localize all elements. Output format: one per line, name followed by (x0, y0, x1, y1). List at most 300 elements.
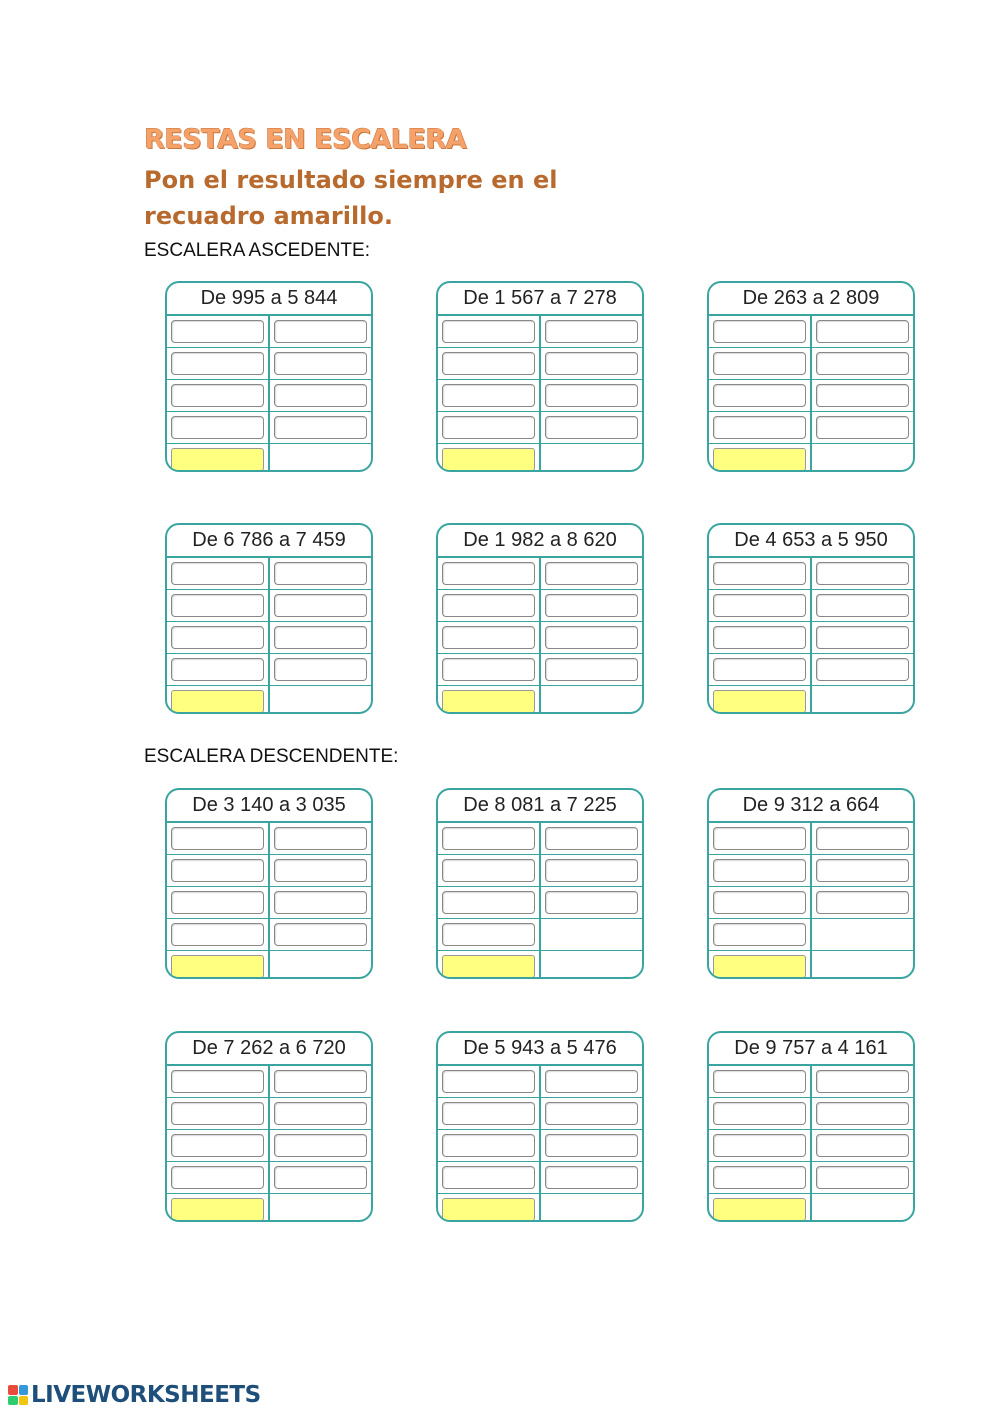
ladder-row (167, 590, 371, 622)
ladder-row (438, 444, 642, 472)
answer-input[interactable] (442, 923, 535, 946)
ladder-cell (167, 558, 268, 589)
answer-input[interactable] (274, 626, 367, 649)
answer-input[interactable] (713, 891, 806, 914)
ladder-row (438, 348, 642, 380)
answer-input[interactable] (713, 1102, 806, 1125)
ladder-row (167, 622, 371, 654)
answer-input[interactable] (442, 891, 535, 914)
ladder-row (167, 1162, 371, 1194)
ladder-row (438, 887, 642, 919)
result-input[interactable] (171, 955, 264, 978)
answer-input[interactable] (713, 416, 806, 439)
answer-input[interactable] (274, 320, 367, 343)
answer-input[interactable] (816, 827, 909, 850)
answer-input[interactable] (816, 352, 909, 375)
ladder-cell (709, 823, 810, 854)
ladder-row (438, 622, 642, 654)
answer-input[interactable] (713, 562, 806, 585)
ladder-card (165, 788, 373, 979)
ladder-row (167, 380, 371, 412)
result-input[interactable] (442, 690, 535, 713)
ladder-cell (539, 558, 642, 589)
ladder-row (709, 316, 913, 348)
answer-input[interactable] (713, 1134, 806, 1157)
result-input[interactable] (171, 1198, 264, 1221)
ladder-cell (539, 919, 642, 950)
answer-input[interactable] (274, 1166, 367, 1189)
ladder-cell (268, 412, 371, 443)
answer-input[interactable] (545, 562, 638, 585)
answer-input[interactable] (442, 416, 535, 439)
answer-input[interactable] (171, 416, 264, 439)
ladder-row (438, 412, 642, 444)
answer-input[interactable] (171, 352, 264, 375)
ladder-cell (167, 951, 268, 979)
answer-input[interactable] (274, 658, 367, 681)
ladder-row (438, 1162, 642, 1194)
ladder-card (707, 1031, 915, 1222)
ladder-cell (539, 444, 642, 472)
ladder-cell (810, 887, 913, 918)
answer-input[interactable] (816, 626, 909, 649)
ladder-cell (539, 1130, 642, 1161)
ladder-row (167, 654, 371, 686)
ladder-row (167, 412, 371, 444)
answer-input[interactable] (442, 1102, 535, 1125)
ladder-cell (268, 1066, 371, 1097)
ladder-cell (810, 316, 913, 347)
answer-input[interactable] (545, 384, 638, 407)
ladder-row (709, 855, 913, 887)
answer-input[interactable] (442, 658, 535, 681)
ladder-cell (539, 380, 642, 411)
ladder-cell (438, 1194, 539, 1222)
ladder-cell (268, 951, 371, 979)
ladder-cell (539, 1066, 642, 1097)
ladder-card (165, 281, 373, 472)
answer-input[interactable] (171, 1102, 264, 1125)
ladder-row (438, 686, 642, 714)
ladder-row (167, 1130, 371, 1162)
answer-input[interactable] (816, 320, 909, 343)
ladder-row (438, 919, 642, 951)
ladder-cell (709, 919, 810, 950)
ladder-cell (709, 686, 810, 714)
ladder-cell (709, 951, 810, 979)
ladder-card (707, 281, 915, 472)
ladder-cell (709, 622, 810, 653)
ladder-cell (810, 686, 913, 714)
ladder-cell (539, 316, 642, 347)
answer-input[interactable] (442, 859, 535, 882)
ladder-cell (438, 1130, 539, 1161)
ladder-row (438, 654, 642, 686)
ladder-cell (438, 855, 539, 886)
answer-input[interactable] (545, 1102, 638, 1125)
answer-input[interactable] (713, 1070, 806, 1093)
answer-input[interactable] (274, 1070, 367, 1093)
ladder-cell (709, 855, 810, 886)
answer-input[interactable] (274, 827, 367, 850)
ladder-cell (810, 1066, 913, 1097)
answer-input[interactable] (442, 1134, 535, 1157)
ladder-row (167, 686, 371, 714)
answer-input[interactable] (816, 658, 909, 681)
ladder-cell (810, 1162, 913, 1193)
answer-input[interactable] (171, 320, 264, 343)
ladder-row (709, 558, 913, 590)
ladder-cell (810, 348, 913, 379)
worksheet-title: RESTAS EN ESCALERA (144, 124, 467, 155)
result-input[interactable] (713, 955, 806, 978)
ladder-cell (539, 823, 642, 854)
ladder-row (709, 380, 913, 412)
ladder-cell (810, 1098, 913, 1129)
ladder-row (709, 654, 913, 686)
ladder-cell (539, 412, 642, 443)
ladder-cell (268, 887, 371, 918)
ladder-cell (810, 919, 913, 950)
answer-input[interactable] (816, 384, 909, 407)
ladder-cell (539, 1162, 642, 1193)
answer-input[interactable] (713, 384, 806, 407)
ladder-cell (438, 654, 539, 685)
answer-input[interactable] (545, 594, 638, 617)
ladder-card-label: De 9 312 a 664 (709, 790, 913, 823)
ladder-cell (167, 1194, 268, 1222)
answer-input[interactable] (816, 594, 909, 617)
ladder-row (709, 1162, 913, 1194)
ladder-cell (268, 1098, 371, 1129)
ladder-row (709, 444, 913, 472)
ladder-cell (709, 654, 810, 685)
ladder-cell (268, 316, 371, 347)
answer-input[interactable] (713, 859, 806, 882)
ladder-cell (268, 823, 371, 854)
ladder-cell (810, 823, 913, 854)
ladder-cell (438, 444, 539, 472)
ladder-cell (709, 1130, 810, 1161)
ladder-row (709, 348, 913, 380)
answer-input[interactable] (171, 923, 264, 946)
ladder-cell (268, 919, 371, 950)
answer-input[interactable] (545, 352, 638, 375)
ladder-cell (539, 654, 642, 685)
answer-input[interactable] (816, 562, 909, 585)
answer-input[interactable] (442, 626, 535, 649)
ladder-row (438, 1098, 642, 1130)
ladder-cell (167, 654, 268, 685)
ladder-card (707, 523, 915, 714)
answer-input[interactable] (274, 416, 367, 439)
ladder-row (438, 855, 642, 887)
ladder-cell (438, 686, 539, 714)
ladder-cell (167, 590, 268, 621)
ladder-card-label: De 1 567 a 7 278 (438, 283, 642, 316)
answer-input[interactable] (442, 1070, 535, 1093)
instruction-line-2: recuadro amarillo. (144, 202, 393, 230)
answer-input[interactable] (442, 562, 535, 585)
ladder-row (709, 590, 913, 622)
answer-input[interactable] (713, 923, 806, 946)
ladder-cell (438, 558, 539, 589)
ladder-row (709, 823, 913, 855)
answer-input[interactable] (274, 923, 367, 946)
ladder-card (436, 281, 644, 472)
answer-input[interactable] (171, 594, 264, 617)
ladder-card (707, 788, 915, 979)
ladder-card (436, 1031, 644, 1222)
ladder-card-label: De 9 757 a 4 161 (709, 1033, 913, 1066)
ladder-row (709, 951, 913, 979)
ladder-cell (810, 654, 913, 685)
ladder-cell (539, 855, 642, 886)
result-input[interactable] (442, 448, 535, 471)
answer-input[interactable] (442, 352, 535, 375)
answer-input[interactable] (816, 1102, 909, 1125)
ladder-row (709, 887, 913, 919)
answer-input[interactable] (816, 1134, 909, 1157)
ladder-cell (810, 622, 913, 653)
answer-input[interactable] (545, 859, 638, 882)
answer-input[interactable] (274, 891, 367, 914)
ladder-cell (810, 558, 913, 589)
ladder-cell (438, 919, 539, 950)
answer-input[interactable] (713, 1166, 806, 1189)
ladder-cell (167, 1130, 268, 1161)
ladder-cell (709, 1098, 810, 1129)
answer-input[interactable] (442, 384, 535, 407)
ladder-cell (438, 622, 539, 653)
answer-input[interactable] (274, 352, 367, 375)
ladder-cell (438, 887, 539, 918)
answer-input[interactable] (545, 827, 638, 850)
liveworksheets-logo-icon (8, 1385, 28, 1405)
ladder-card-label: De 3 140 a 3 035 (167, 790, 371, 823)
ladder-row (438, 380, 642, 412)
instruction-line-1: Pon el resultado siempre en el (144, 166, 558, 194)
ladder-card (436, 788, 644, 979)
answer-input[interactable] (171, 891, 264, 914)
result-input[interactable] (442, 1198, 535, 1221)
ladder-row (167, 316, 371, 348)
ladder-cell (539, 622, 642, 653)
answer-input[interactable] (713, 827, 806, 850)
ladder-cell (167, 622, 268, 653)
ladder-cell (268, 380, 371, 411)
ladder-card-label: De 995 a 5 844 (167, 283, 371, 316)
ladder-cell (810, 412, 913, 443)
ladder-row (167, 1066, 371, 1098)
brand-logo (8, 1382, 261, 1408)
ladder-card (165, 1031, 373, 1222)
answer-input[interactable] (545, 658, 638, 681)
ladder-cell (539, 590, 642, 621)
ladder-cell (810, 951, 913, 979)
ladder-cell (268, 686, 371, 714)
ladder-row (709, 1098, 913, 1130)
ladder-row (438, 558, 642, 590)
ladder-cell (167, 855, 268, 886)
ladder-cell (438, 1066, 539, 1097)
ladder-cell (810, 380, 913, 411)
ladder-cell (167, 887, 268, 918)
ladder-row (709, 686, 913, 714)
ladder-row (438, 316, 642, 348)
ladder-card-label: De 4 653 a 5 950 (709, 525, 913, 558)
ladder-card-label: De 1 982 a 8 620 (438, 525, 642, 558)
answer-input[interactable] (816, 891, 909, 914)
result-input[interactable] (713, 1198, 806, 1221)
ladder-row (438, 590, 642, 622)
answer-input[interactable] (274, 562, 367, 585)
ladder-row (438, 1194, 642, 1222)
ladder-card (165, 523, 373, 714)
answer-input[interactable] (713, 352, 806, 375)
answer-input[interactable] (545, 1070, 638, 1093)
answer-input[interactable] (274, 1102, 367, 1125)
section-descending: ESCALERA DESCENDENTE: (144, 746, 399, 767)
result-input[interactable] (171, 448, 264, 471)
answer-input[interactable] (171, 827, 264, 850)
answer-input[interactable] (545, 626, 638, 649)
ladder-cell (167, 380, 268, 411)
ladder-cell (268, 558, 371, 589)
answer-input[interactable] (545, 416, 638, 439)
ladder-cell (539, 1098, 642, 1129)
ladder-row (167, 855, 371, 887)
result-input[interactable] (442, 955, 535, 978)
result-input[interactable] (713, 448, 806, 471)
ladder-cell (438, 380, 539, 411)
ladder-card-label: De 6 786 a 7 459 (167, 525, 371, 558)
answer-input[interactable] (274, 384, 367, 407)
answer-input[interactable] (545, 1134, 638, 1157)
ladder-cell (438, 316, 539, 347)
ladder-cell (810, 1194, 913, 1222)
ladder-cell (268, 590, 371, 621)
ladder-cell (709, 1194, 810, 1222)
answer-input[interactable] (816, 859, 909, 882)
answer-input[interactable] (545, 320, 638, 343)
ladder-cell (810, 444, 913, 472)
ladder-row (167, 1194, 371, 1222)
ladder-row (438, 823, 642, 855)
ladder-cell (810, 855, 913, 886)
ladder-cell (167, 1066, 268, 1097)
answer-input[interactable] (274, 594, 367, 617)
ladder-cell (438, 951, 539, 979)
ladder-cell (438, 348, 539, 379)
answer-input[interactable] (274, 1134, 367, 1157)
ladder-cell (268, 1194, 371, 1222)
ladder-cell (167, 412, 268, 443)
ladder-cell (438, 590, 539, 621)
ladder-cell (438, 412, 539, 443)
answer-input[interactable] (274, 859, 367, 882)
ladder-row (167, 558, 371, 590)
ladder-cell (709, 558, 810, 589)
answer-input[interactable] (171, 859, 264, 882)
answer-input[interactable] (545, 1166, 638, 1189)
answer-input[interactable] (171, 626, 264, 649)
ladder-cell (539, 887, 642, 918)
ladder-cell (709, 380, 810, 411)
ladder-cell (438, 1098, 539, 1129)
ladder-row (167, 919, 371, 951)
ladder-cell (167, 348, 268, 379)
answer-input[interactable] (816, 416, 909, 439)
answer-input[interactable] (171, 562, 264, 585)
ladder-cell (709, 590, 810, 621)
result-input[interactable] (171, 690, 264, 713)
answer-input[interactable] (171, 1166, 264, 1189)
ladder-card-label: De 7 262 a 6 720 (167, 1033, 371, 1066)
ladder-cell (539, 348, 642, 379)
ladder-cell (709, 444, 810, 472)
ladder-cell (810, 1130, 913, 1161)
ladder-cell (709, 887, 810, 918)
ladder-cell (167, 444, 268, 472)
ladder-cell (268, 1162, 371, 1193)
ladder-row (709, 622, 913, 654)
ladder-cell (167, 1162, 268, 1193)
ladder-cell (539, 686, 642, 714)
result-input[interactable] (713, 690, 806, 713)
ladder-cell (539, 1194, 642, 1222)
ladder-row (709, 1194, 913, 1222)
answer-input[interactable] (171, 384, 264, 407)
answer-input[interactable] (545, 891, 638, 914)
ladder-cell (438, 1162, 539, 1193)
ladder-row (167, 951, 371, 979)
answer-input[interactable] (171, 1134, 264, 1157)
ladder-row (167, 887, 371, 919)
ladder-row (709, 1130, 913, 1162)
ladder-cell (709, 316, 810, 347)
brand-name: LIVEWORKSHEETS (31, 1382, 261, 1408)
answer-input[interactable] (442, 827, 535, 850)
answer-input[interactable] (816, 1166, 909, 1189)
answer-input[interactable] (713, 658, 806, 681)
ladder-card (436, 523, 644, 714)
answer-input[interactable] (816, 1070, 909, 1093)
ladder-cell (709, 412, 810, 443)
ladder-card-label: De 8 081 a 7 225 (438, 790, 642, 823)
answer-input[interactable] (713, 626, 806, 649)
ladder-cell (438, 823, 539, 854)
ladder-cell (268, 348, 371, 379)
answer-input[interactable] (442, 320, 535, 343)
answer-input[interactable] (713, 320, 806, 343)
answer-input[interactable] (713, 594, 806, 617)
ladder-cell (709, 1162, 810, 1193)
ladder-cell (167, 316, 268, 347)
answer-input[interactable] (442, 1166, 535, 1189)
answer-input[interactable] (442, 594, 535, 617)
ladder-cell (539, 951, 642, 979)
answer-input[interactable] (171, 1070, 264, 1093)
ladder-cell (268, 855, 371, 886)
ladder-row (167, 823, 371, 855)
ladder-row (709, 1066, 913, 1098)
ladder-cell (268, 654, 371, 685)
ladder-row (709, 919, 913, 951)
ladder-cell (268, 622, 371, 653)
ladder-cell (167, 1098, 268, 1129)
answer-input[interactable] (171, 658, 264, 681)
